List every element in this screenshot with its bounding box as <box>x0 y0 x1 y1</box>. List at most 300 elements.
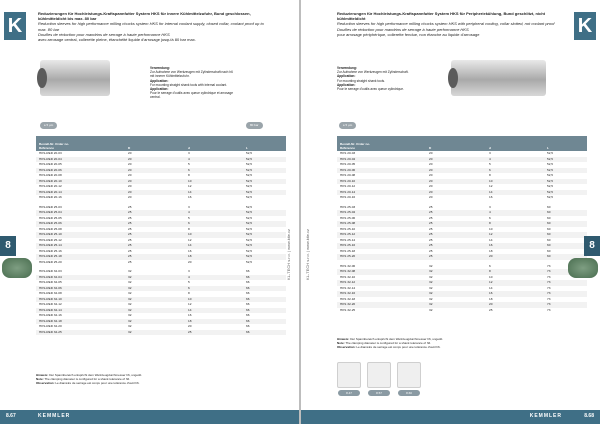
D-value: 25 <box>429 210 433 214</box>
D-value: 20 <box>429 151 433 155</box>
order-no: HKS 25-18 <box>340 248 356 253</box>
D-value: 25 <box>128 221 132 225</box>
note-key-en: Note: <box>337 341 345 346</box>
order-no: HKS-RED 25-18 <box>39 254 62 258</box>
D-value: 25 <box>429 243 433 247</box>
order-no: HKS-RED 20-06 <box>39 167 62 172</box>
L-value: 60 <box>547 237 551 242</box>
D-value: 20 <box>128 156 132 161</box>
D-value: 20 <box>128 173 132 177</box>
order-no: HKS-RED 25-14 <box>39 243 62 247</box>
note-fr: Le diamètre de serrage est conçu pour une tolérance d'outil h6. <box>55 381 140 386</box>
L-value: 60 <box>547 215 551 220</box>
L-value: 52,5 <box>547 151 554 155</box>
heading-fr: Douilles de réduction pour mandrins de serrage à haute performance HKS <box>337 26 469 32</box>
D-value: 32 <box>128 280 132 284</box>
order-no: HKS-RED 20-04 <box>39 156 62 161</box>
D-value: 32 <box>128 307 132 312</box>
D-value: 32 <box>128 291 132 295</box>
L-value: 73 <box>547 291 551 295</box>
d-value: 8 <box>489 173 491 177</box>
L-value: 52,5 <box>246 156 253 161</box>
D-value: 25 <box>429 232 433 236</box>
D-value: 25 <box>128 210 132 214</box>
d-value: 3 <box>188 151 190 155</box>
d-value: 12 <box>489 232 493 236</box>
L-value: 52,5 <box>246 184 253 188</box>
D-value: 25 <box>128 232 132 236</box>
order-no: HKS-RED 20-16 <box>39 195 62 199</box>
order-no: HKS 32-06 <box>340 263 356 268</box>
L-value: 52,5 <box>246 215 253 220</box>
note-key-en: Note: <box>36 377 44 382</box>
order-no: HKS 32-14 <box>340 285 356 290</box>
order-no: HKS-RED 32-18 <box>39 318 62 323</box>
D-value: 25 <box>429 254 433 258</box>
accessory-page-ref: 8.47 <box>338 390 360 396</box>
order-no: HKS-RED 32-20 <box>39 324 62 328</box>
L-value: 66 <box>246 280 250 284</box>
order-no: HKS-RED 32-06 <box>39 285 62 290</box>
order-no: HKS-RED 20-08 <box>39 173 62 177</box>
usage-fr: Pour le serrage d'outils avec queue cylindrique. <box>337 87 404 92</box>
L-value: 73 <box>547 302 551 306</box>
usage-title-fr: Application: <box>150 87 169 92</box>
L-value: 52,5 <box>246 162 253 166</box>
usage-title-fr: Application: <box>337 82 356 87</box>
d-value: 3 <box>489 151 491 155</box>
D-value: 32 <box>429 307 433 312</box>
L-value: 52,5 <box>246 167 253 172</box>
D-value: 20 <box>128 178 132 183</box>
d-value: 8 <box>188 226 190 231</box>
D-value: 20 <box>429 195 433 199</box>
L-value: 52,5 <box>246 195 253 199</box>
usage-de: Zur Aufnahme von Werkzeugen mit Zylinderschaft. <box>337 70 409 75</box>
order-no: HKS 25-20 <box>340 254 356 258</box>
L-value: 66 <box>246 313 250 317</box>
order-no: HKS 32-10 <box>340 274 356 279</box>
brand-name: KEMMLER <box>38 413 71 419</box>
table-row <box>337 308 587 314</box>
L-value: 73 <box>547 269 551 273</box>
L-value: 66 <box>246 285 250 290</box>
d-value: 18 <box>489 248 493 253</box>
vertical-url: KL-TECH s.r.o. | www.klte.cz <box>286 228 291 280</box>
col-order: Bestell-Nr. Order no. Référence <box>39 142 70 150</box>
right-heading <box>337 11 567 37</box>
bore-shape <box>448 68 458 88</box>
d-value: 5 <box>489 162 491 166</box>
D-value: 25 <box>429 215 433 220</box>
heading-en: Reduction sleeves for high performance milling chucks system HKS with peripheral cooling, collar slotted, not coolant proof <box>337 21 555 27</box>
D-value: 25 <box>429 226 433 231</box>
col-d: d <box>188 146 190 150</box>
left-notes <box>36 373 142 386</box>
d-value: 20 <box>188 259 192 264</box>
L-value: 66 <box>246 274 250 279</box>
L-value: 52,5 <box>246 210 253 214</box>
order-no: HKS 20-08 <box>340 173 356 177</box>
d-value: 12 <box>188 184 192 188</box>
d-value: 12 <box>188 302 192 306</box>
L-value: 73 <box>547 307 551 312</box>
note-key-fr: Observation: <box>337 345 356 350</box>
d-value: 20 <box>489 302 493 306</box>
L-value: 52,5 <box>246 189 253 194</box>
table-header <box>337 136 587 151</box>
left-heading <box>38 11 268 42</box>
order-no: HKS-RED 32-03 <box>39 269 62 273</box>
order-no: HKS 25-06 <box>340 215 356 220</box>
d-value: 25 <box>188 329 192 334</box>
L-value: 52,5 <box>246 254 253 258</box>
L-value: 52,5 <box>246 232 253 236</box>
vertical-url: KL-TECH s.r.o. | www.klte.cz <box>305 228 310 280</box>
d-value: 14 <box>188 243 192 247</box>
reduction-sleeve-image <box>451 60 546 96</box>
col-L: L <box>246 146 248 150</box>
heading-en: Reduction sleeves for high performance milling chucks system HKS for internal coolant supply, closed collar, coolant proof up to max. 80 bar <box>38 21 264 32</box>
note-en: The clamping diameter is configured for a shank tolerance of h6. <box>345 341 431 346</box>
left-table <box>36 136 286 335</box>
d-value: 16 <box>489 195 493 199</box>
d-value: 6 <box>489 263 491 268</box>
order-no: HKS-RED 25-05 <box>39 215 62 220</box>
d-value: 4 <box>489 156 491 161</box>
k-logo: K <box>4 12 26 40</box>
d-value: 5 <box>188 280 190 284</box>
order-no: HKS 32-18 <box>340 296 356 301</box>
L-value: 52,5 <box>246 243 253 247</box>
usage-fr: Pour le serrage d'outils avec queue cylindrique et arrosage central. <box>150 91 234 100</box>
L-value: 66 <box>246 296 250 301</box>
D-value: 25 <box>429 237 433 242</box>
order-no: HKS 20-06 <box>340 167 356 172</box>
order-no: HKS-RED 20-05 <box>39 162 62 166</box>
right-page <box>301 0 600 424</box>
order-no: HKS 25-10 <box>340 226 356 231</box>
order-no: HKS-RED 20-14 <box>39 189 62 194</box>
order-no: HKS-RED 25-06 <box>39 221 62 225</box>
L-value: 73 <box>547 296 551 301</box>
d-value: 16 <box>188 313 192 317</box>
order-no: HKS-RED 20-12 <box>39 184 62 188</box>
L-value: 66 <box>246 269 250 273</box>
order-no: HKS-RED 32-05 <box>39 280 62 284</box>
order-no: HKS-RED 25-20 <box>39 259 62 264</box>
D-value: 25 <box>128 204 132 209</box>
D-value: 32 <box>128 296 132 301</box>
D-value: 25 <box>128 243 132 247</box>
note-fr: Le diamètre de serrage est conçu pour une tolérance d'outil h6. <box>356 345 441 350</box>
D-value: 25 <box>128 248 132 253</box>
order-no: HKS-RED 25-08 <box>39 226 62 231</box>
d-value: 8 <box>188 291 190 295</box>
order-no: HKS 32-16 <box>340 291 356 295</box>
d-value: 6 <box>489 215 491 220</box>
chapter-tab[interactable]: 8 <box>584 236 600 256</box>
col-L: L <box>547 146 549 150</box>
D-value: 32 <box>429 280 433 284</box>
page-number: 8.67 <box>6 413 16 419</box>
order-no: HKS 20-03 <box>340 151 356 155</box>
note-key-de: Hinweis: <box>36 373 49 377</box>
D-value: 25 <box>128 259 132 264</box>
D-value: 32 <box>429 291 433 295</box>
D-value: 20 <box>429 167 433 172</box>
L-value: 52,5 <box>246 178 253 183</box>
accessory-page-ref: 8.60 <box>398 390 420 396</box>
d-value: 18 <box>188 318 192 323</box>
d-value: 8 <box>489 221 491 225</box>
order-no: HKS 25-14 <box>340 237 356 242</box>
order-no: HKS-RED 32-14 <box>39 307 62 312</box>
D-value: 32 <box>429 296 433 301</box>
L-value: 52,5 <box>547 189 554 194</box>
note-key-de: Hinweis: <box>337 337 350 341</box>
L-value: 60 <box>547 232 551 236</box>
usage-title-en: Application: <box>150 78 169 83</box>
L-value: 73 <box>547 274 551 279</box>
d-value: 25 <box>489 307 493 312</box>
d-value: 20 <box>489 254 493 258</box>
D-value: 20 <box>429 189 433 194</box>
col-D: D <box>429 146 432 150</box>
usage-en: For mounting straight shank tools. <box>337 78 386 83</box>
order-no: HKS-RED 25-10 <box>39 232 62 236</box>
left-footer <box>0 410 299 424</box>
order-no: HKS 32-12 <box>340 280 356 284</box>
D-value: 32 <box>128 324 132 328</box>
L-value: 66 <box>246 318 250 323</box>
L-value: 52,5 <box>547 167 554 172</box>
d-value: 10 <box>188 232 192 236</box>
d-value: 14 <box>188 307 192 312</box>
d-value: 20 <box>188 324 192 328</box>
D-value: 32 <box>429 285 433 290</box>
accessory-collet-wrench[interactable] <box>337 362 361 395</box>
order-no: HKS-RED 32-04 <box>39 274 62 279</box>
d-value: 3 <box>188 204 190 209</box>
L-value: 60 <box>547 210 551 214</box>
order-no: HKS 20-16 <box>340 195 356 199</box>
col-d: d <box>489 146 491 150</box>
L-value: 52,5 <box>246 221 253 225</box>
d-value: 10 <box>489 178 493 183</box>
d-value: 5 <box>188 162 190 166</box>
runout-badge: ≤ 5 µm <box>40 122 57 129</box>
k-logo: K <box>574 12 596 40</box>
L-value: 52,5 <box>246 151 253 155</box>
usage-en: For mounting straight shank tools with internal coolant. <box>150 82 228 87</box>
d-value: 10 <box>489 226 493 231</box>
heading-fr: Douilles de réduction pour mandrins de serrage à haute performance HKS <box>38 31 170 37</box>
note-de: Der Spannbereich entspricht dem Werkzeugdurchmesser h6, ungeölt. <box>49 373 143 377</box>
order-no: HKS 20-12 <box>340 184 356 188</box>
D-value: 25 <box>429 248 433 253</box>
L-value: 52,5 <box>547 184 554 188</box>
d-value: 12 <box>188 237 192 242</box>
usage-title-de: Verwendung: <box>150 66 171 70</box>
d-value: 6 <box>188 167 190 172</box>
D-value: 32 <box>429 302 433 306</box>
order-no: HKS 32-08 <box>340 269 356 273</box>
d-value: 4 <box>489 210 491 214</box>
L-value: 52,5 <box>246 248 253 253</box>
table-row <box>36 260 286 266</box>
L-value: 60 <box>547 221 551 225</box>
d-value: 18 <box>188 254 192 258</box>
order-no: HKS 25-12 <box>340 232 356 236</box>
D-value: 20 <box>429 178 433 183</box>
D-value: 32 <box>128 302 132 306</box>
order-no: HKS-RED 20-03 <box>39 151 62 155</box>
accessory-sealing-discs[interactable] <box>397 362 421 395</box>
L-value: 60 <box>547 243 551 247</box>
col-D: D <box>128 146 131 150</box>
d-value: 18 <box>489 296 493 301</box>
D-value: 20 <box>429 184 433 188</box>
page-number: 8.68 <box>584 413 594 419</box>
d-value: 6 <box>489 167 491 172</box>
D-value: 32 <box>429 263 433 268</box>
D-value: 20 <box>128 184 132 188</box>
right-table <box>337 136 587 313</box>
L-value: 52,5 <box>547 156 554 161</box>
D-value: 25 <box>128 215 132 220</box>
L-value: 60 <box>547 204 551 209</box>
left-page <box>0 0 299 424</box>
pressure-badge: 80 bar <box>246 122 263 129</box>
order-no: HKS 20-05 <box>340 162 356 166</box>
L-value: 60 <box>547 248 551 253</box>
d-value: 8 <box>188 173 190 177</box>
order-no: HKS 20-10 <box>340 178 356 183</box>
order-no: HKS-RED 25-04 <box>39 210 62 214</box>
L-value: 66 <box>246 329 250 334</box>
note-de: Der Spannbereich entspricht dem Werkzeugdurchmesser h6, ungeölt. <box>350 337 444 341</box>
L-value: 60 <box>547 226 551 231</box>
order-no: HKS-RED 25-03 <box>39 204 62 209</box>
d-value: 3 <box>188 269 190 273</box>
L-value: 73 <box>547 263 551 268</box>
D-value: 25 <box>128 237 132 242</box>
chapter-tab[interactable]: 8 <box>0 236 16 256</box>
order-no: HKS-RED 32-10 <box>39 296 62 301</box>
D-value: 20 <box>128 189 132 194</box>
d-value: 16 <box>489 243 493 247</box>
L-value: 66 <box>246 307 250 312</box>
D-value: 20 <box>128 195 132 199</box>
L-value: 52,5 <box>246 226 253 231</box>
right-notes <box>337 337 443 350</box>
d-value: 14 <box>188 189 192 194</box>
d-value: 16 <box>489 291 493 295</box>
order-no: HKS-RED 25-12 <box>39 237 62 242</box>
order-no: HKS-RED 32-12 <box>39 302 62 306</box>
L-value: 52,5 <box>547 178 554 183</box>
d-value: 16 <box>188 195 192 199</box>
d-value: 12 <box>489 184 493 188</box>
order-no: HKS 25-08 <box>340 221 356 225</box>
order-no: HKS-RED 32-25 <box>39 329 62 334</box>
D-value: 32 <box>128 285 132 290</box>
table-row <box>36 330 286 336</box>
order-no: HKS 20-04 <box>340 156 356 161</box>
accessory-hook-wrench[interactable] <box>367 362 391 395</box>
table-row <box>337 254 587 260</box>
L-value: 52,5 <box>547 162 554 166</box>
heading-fr2: avec arrosage central, collerette pleine, étanchéité liquide d'arrosage jusqu'à 80 bar max. <box>38 37 196 43</box>
D-value: 32 <box>128 329 132 334</box>
table-row <box>337 195 587 201</box>
D-value: 20 <box>429 162 433 166</box>
d-value: 12 <box>489 280 493 284</box>
D-value: 32 <box>128 318 132 323</box>
L-value: 73 <box>547 285 551 290</box>
order-no: HKS 32-20 <box>340 302 356 306</box>
brand-name: KEMMLER <box>529 413 562 419</box>
note-en: The clamping diameter is configured for a shank tolerance of h6. <box>44 377 130 382</box>
L-value: 66 <box>246 291 250 295</box>
d-value: 4 <box>188 156 190 161</box>
order-no: HKS 25-04 <box>340 210 356 214</box>
D-value: 20 <box>429 156 433 161</box>
D-value: 25 <box>128 254 132 258</box>
D-value: 32 <box>429 274 433 279</box>
order-no: HKS-RED 32-16 <box>39 313 62 317</box>
L-value: 66 <box>246 324 250 328</box>
d-value: 3 <box>489 204 491 209</box>
L-value: 66 <box>246 302 250 306</box>
L-value: 52,5 <box>547 195 554 199</box>
chapter-thumbnail <box>568 258 598 278</box>
usage-title-de: Verwendung: <box>337 66 358 70</box>
note-key-fr: Observation: <box>36 381 55 386</box>
table-row <box>36 195 286 201</box>
runout-badge: ≤ 5 µm <box>339 122 356 129</box>
D-value: 32 <box>128 274 132 279</box>
usage-de: Zur Aufnahme von Werkzeugen mit Zylinderschaft nach h6 mit innerer Kühlmittelzufuhr. <box>150 70 233 79</box>
d-value: 5 <box>188 215 190 220</box>
order-no: HKS-RED 25-16 <box>39 248 62 253</box>
D-value: 32 <box>128 313 132 317</box>
D-value: 32 <box>128 269 132 273</box>
accessory-page-ref: 8.57 <box>368 390 390 396</box>
D-value: 25 <box>128 226 132 231</box>
heading-de: Reduzierungen für Hochleistungs-Kraftspannfutter System HKS für Peripheriekühlung, Bund geschlitzt, nicht kühlmitteldicht <box>337 11 546 22</box>
heading-fr2: pour arrosage périphérique, collerette fendue, non étanche au liquide d'arrosage <box>337 31 480 37</box>
D-value: 20 <box>128 167 132 172</box>
d-value: 6 <box>188 221 190 225</box>
d-value: 14 <box>489 189 493 194</box>
table-header <box>36 136 286 151</box>
order-no: HKS 20-14 <box>340 189 356 194</box>
L-value: 52,5 <box>246 259 253 264</box>
order-no: HKS 25-16 <box>340 243 356 247</box>
D-value: 20 <box>429 173 433 177</box>
L-value: 60 <box>547 254 551 258</box>
L-value: 52,5 <box>246 204 253 209</box>
d-value: 4 <box>188 274 190 279</box>
d-value: 14 <box>489 285 493 290</box>
L-value: 52,5 <box>246 237 253 242</box>
d-value: 10 <box>188 296 192 301</box>
L-value: 52,5 <box>246 173 253 177</box>
order-no: HKS-RED 20-10 <box>39 178 62 183</box>
L-value: 52,5 <box>547 173 554 177</box>
